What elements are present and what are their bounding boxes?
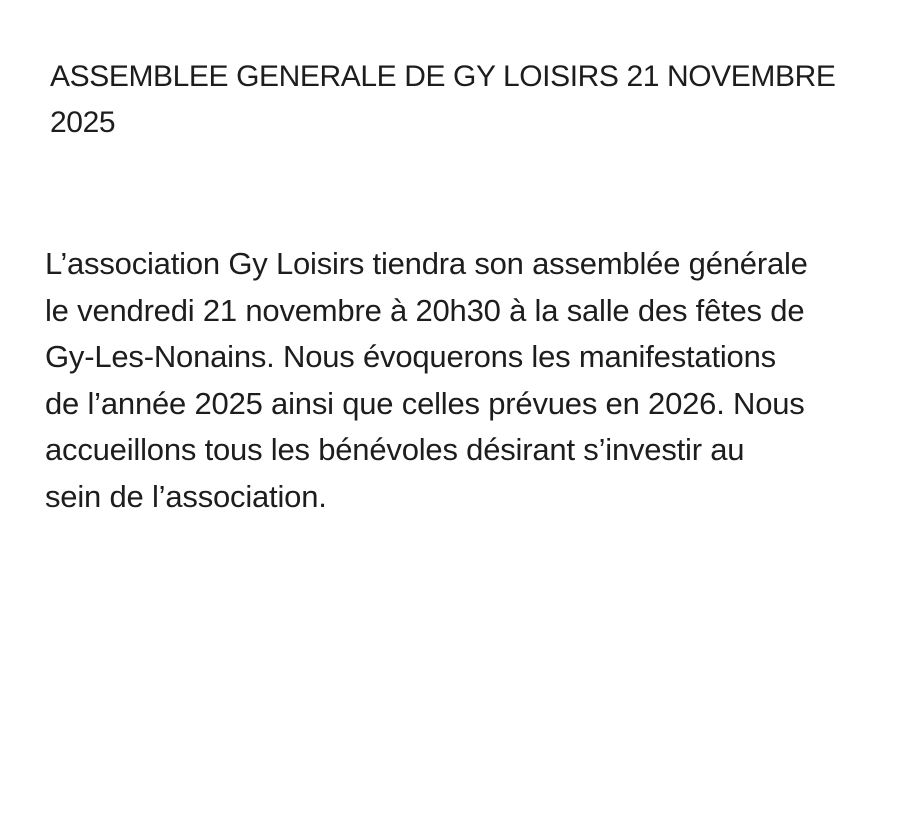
title-line-1: ASSEMBLEE GENERALE DE GY LOISIRS 21 NOVEMBRE xyxy=(50,60,836,93)
paragraph-line-1: L’association Gy Loisirs tiendra son assemblée générale xyxy=(45,246,808,281)
document-title xyxy=(50,54,835,146)
document-paragraph xyxy=(45,241,808,520)
paragraph-line-6: sein de l’association. xyxy=(45,478,327,514)
paragraph-line-2: le vendredi 21 novembre à 20h30 à la salle des fêtes de xyxy=(45,292,805,328)
paragraph-line-3: Gy-Les-Nonains. Nous évoquerons les manifestations xyxy=(45,339,776,374)
title-line-2: 2025 xyxy=(50,106,116,139)
paragraph-line-5: accueillons tous les bénévoles désirant s’investir au xyxy=(45,432,745,467)
paragraph-line-4: de l’année 2025 ainsi que celles prévues en 2026. Nous xyxy=(45,385,805,421)
